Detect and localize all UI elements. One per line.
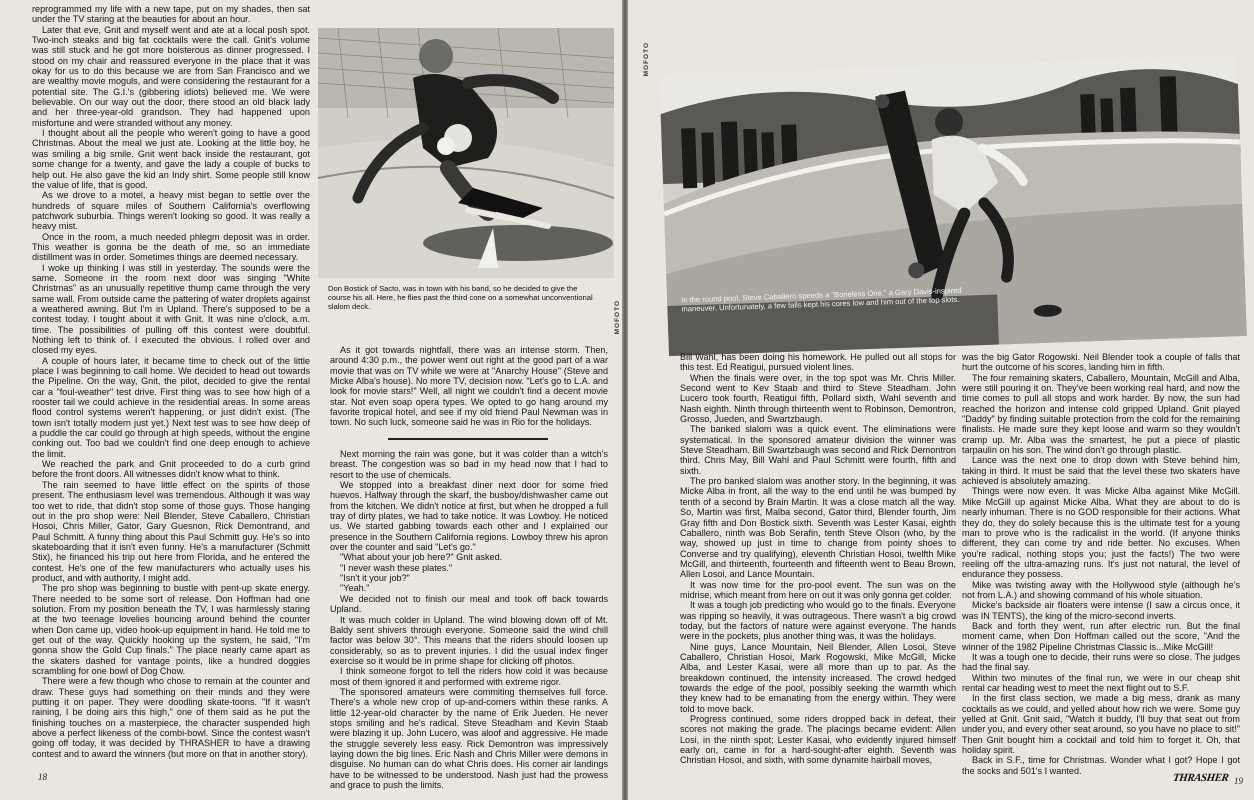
article-paragraph: Micke's backside air floaters were intense (I saw a circus once, it was IN TENTS), the king of the micro-second inverts. — [962, 600, 1240, 621]
article-paragraph: As we drove to a motel, a heavy mist began to settle over the hundreds of square miles of Southern California's overflowing patchwork suburbia. Things weren't looking so good. It was really a heavy mist. — [32, 190, 310, 232]
article-paragraph: Later that eve, Gnit and myself went and ate at a local posh spot. Two-inch steaks and big fat cocktails were the call. Gnit's volume was still stuck and he got more boisterous as dinner progressed. I stood on my chair and reassured everyone in the place that it was okay for us to do this because we are from San Francisco and we are wealthy movie moguls, and were considering the restaurant for a potential site. The G.I.'s (gibbering idiots) believed me. We were believable. On our way out the door, there stood an old black lady and her three-year-old grandson. They had happened upon misfortune and were stranded without any money. — [32, 24, 310, 128]
slalom-skater-image — [318, 28, 614, 278]
right-page-number: 19 — [1234, 776, 1243, 786]
article-paragraph: It was a tough job predicting who would go to the finals. Everyone was ripping so heavily, it was outrageous. There wasn't a big crowd today, but the factors of nature were against everyone. The hands were in the pockets, plus another thing was, it was the holidays. — [680, 600, 956, 642]
right-photo-caption: In the round pool, Steve Caballero speeds a "Boneless One," a Gary Davis-inspired maneuver. Unfortunately, a few falls kept his cores low and him out of the top slots. — [680, 285, 962, 314]
article-paragraph: As it got towards nightfall, there was an intense storm. Then, around 4:30 p.m., the power went out right at the good part of a war movie that was on TV while we were at "Anarchy House" (Steve and Micke Alba's house). No more TV, decision now. "Let's go to L.A. and look for movie stars!" Well, all night we couldn't find a decent movie star. Not even soap opera types. We opted to go hang around my favorite tropical hotel, and see if my old friend Paul Newman was in town. No such luck, someone said he was in Rio for the holidays. — [330, 345, 608, 428]
article-paragraph: Back and forth they went, run after electric run. But the final moment came, when Don Hoffman called out the score, "And the winner of the 1982 Pipeline Christmas Classic is...Mike McGill! — [962, 620, 1240, 652]
article-paragraph: It was a tough one to decide, their runs were so close. The judges had the final say. — [962, 651, 1240, 673]
article-paragraph: Back in S.F., time for Christmas. Wonder what I got? Hope I got the socks and 501's I wanted. — [962, 755, 1240, 776]
article-paragraph: Next morning the rain was gone, but it was colder than a witch's breast. The congestion was so bad in my head now that I had to resort to the use of chemicals. — [330, 449, 608, 480]
article-paragraph: I woke up thinking I was still in yesterday. The sounds were the same. Someone in the room next door was singing "White Christmas" as an unusually repetitive thump came through the very same wall. From outside came the pattering of water droplets against a weathered awning. But I'm in Upland. There's supposed to be a contest today. I tought about it with Gnit. It was nine o'clock, a.m. time. The possibilities of pulling off this contest were doubtful. Nothing left to think of. I executed the obvious. I rolled over and closed my eyes. — [32, 262, 310, 356]
slalom-photo — [318, 28, 614, 278]
left-page-number: 18 — [38, 772, 47, 782]
article-paragraph: It was now time for the pro-pool event. The sun was on the midrise, which meant from here on out it was only gonna get colder. — [680, 579, 956, 600]
article-paragraph: Things were now even. It was Micke Alba against Mike McGill. Mike McGill up against Micke Alba. What they are about to do is nearly inhuman. There is no GOD responsible for their actions. What they do, they do solely because this is the ultimate test for a young man to prove who is the radicalist in the world. (If anyone thinks different, they can come try and ride better. No excuses. When you're radical, nothing stops you; just the facts!) The two were reeling off the ultra-amazing runs. It's just not natural, the level of endurance they possess. — [962, 486, 1240, 580]
article-paragraph: The rain seemed to have little effect on the spirits of those present. The enthusiasm level was tremendous. Although it was way too wet to ride, that didn't stop some of those guys. Those hanging out in the pro shop were: Neil Blender, Steve Caballero, Christian Hosoi, Chris Miller, Gator, Gary Guesnon, Rick Demontrand, and Paul Schmitt. A funny thing about this Paul Schmitt guy. He's so into skateboarding that it isn't even funny. He's a manufacturer (Schmitt Stix), he financed his trip out here from Florida, and he entered the contest. He's one of the few manufacturers who actually uses his product, and with authority, I might add. — [32, 479, 310, 583]
article-paragraph: Progress continued, some riders dropped back in defeat, their scores not making the grade. The placings became evident: Allen Losi, in the ninth spot; Lester Kasai, who evidently injured himself early on, came in for a hard-sought-after eighth. Seventh was Christian Hosoi, and sixth, with some dynamite hairball moves, — [680, 714, 956, 766]
article-paragraph: Once in the room, a much needed phlegm deposit was in order. This weather is gonna be the death of me, so an immediate distillment was in order. Sometimes things are deemed necessary. — [32, 231, 310, 263]
article-paragraph: The four remaining skaters, Caballero, Mountain, McGill and Alba, were still pouring it on. They've been working real hard, and now the time comes to pull all stops and work harder. By now, the sun had reached the horizon and intense cold gripped Upland. Gnit played "Daddy" by finding suitable protection from the cold for the remaining finalists. He made sure they kept loose and warm so they wouldn't cramp up. Mr. Alba was the smartest, he put a piece of plastic tarpaulin on his son. The wind don't go through plastic. — [962, 372, 1240, 456]
article-paragraph: We reached the park and Gnit proceeded to do a curb grind before the front doors. All witnesses didn't know what to think. — [32, 459, 310, 480]
thrasher-logo: THRASHER — [1172, 772, 1230, 784]
article-paragraph: It was much colder in Upland. The wind blowing down off of Mt. Baldy sent shivers through everyone. Someone said the wind chill factor was below 30°. This means that the riders should loosen up considerably, so as to prevent injuries. I did the usual index finger exercise so it would be in prime shape for clicking off photos. — [330, 614, 608, 666]
article-paragraph: "Isn't it your job?" — [340, 573, 410, 584]
right-column-2 — [962, 352, 1240, 782]
right-photo-credit: MOFOTO — [643, 42, 650, 77]
article-paragraph: "Yeah." — [340, 583, 370, 594]
section-divider — [388, 438, 548, 440]
left-column-2-bottom — [330, 449, 608, 790]
article-paragraph: A couple of hours later, it became time to check out of the little place I was beginning to call home. We decided to head out towards the Pipeline. On the way, Gnit, the pilot, decided to give the rental car a "foul-weather" test drive. First thing was to see how high of a rooster tail we could achieve in the residential areas. In some areas flood control systems weren't happening, or just didn't exist. (The town isn't totally modern just yet.) Next test was to see how deep of a puddle the car could go through at high speeds, without the engine conking out. Too bad we couldn't find one deep enough to achieve the limit. — [32, 355, 310, 459]
article-paragraph: The pro banked slalom was another story. In the beginning, it was Micke Alba in front, all the way to the end until he was bumped by tenth of a second by Brain Martin. It was a close match all the way. So, Martin was first, Malba second, Gator third, Blender fourth, Jim Gray fifth and Don Bostick sixth. Seventh was Lester Kasai, eighth Caballero, ninth was Bob Serafin, tenth Steve Olson (who, by the way, showed up just in time to change from pointy shoes to Converse and try qualifying), eleventh Christian Hosoi, twelfth Mike McGill, and thirteenth, fourteenth and fifteenth went to Beau Brown, Allen Losoi, and Lance Mountain. — [680, 476, 956, 580]
article-paragraph: Lance was the next one to drop down with Steve behind him, taking in third. It must be said that the level these two skaters have achieved is absolutely amazing. — [962, 455, 1240, 487]
article-paragraph: "What about your job here?" Gnit asked. — [340, 552, 503, 563]
article-paragraph: The sponsored amateurs were commiting themselves full force. There's a whole new crop of up-and-comers within these ranks. A little 12-year-old character by the name of Erik Jueden. He never stops smiling and he's radical. Steve Steadham and Kevin Staab were blazing it up. John Lucero, was aloof and aggressive. He made the struggle severely less easy. Rick Demontron was impressively laying down the big lines. Eric Nash and Chris Miller were demons in disguise. No human can do what Chris does. His corner air landings have to be witnessed to be understood. Nash just had the prowess and grace to push the limits. — [330, 686, 608, 790]
article-paragraph: Mike was twisting away with the Hollywood style (although he's not from L.A.) and showing command of his whole situation. — [962, 579, 1240, 600]
article-paragraph: The pro shop was beginning to bustle with pent-up skate energy. There needed to be some sort of release. Don Hoffman had one solution. From my position beneath the TV, I was harmlessly staring at the two teenage lovelies bouncing around behind the counter when Don came up, video hook-up equipment in hand. He told me to get out of the way. Quickly hooking up the system, he said, "I'm gonna show the Gold Cup finals." The place nearly came apart as the skaters dashed for vantage points, like a hundred doggies scrambling for one bowl of Dog Chow. — [32, 583, 310, 676]
pool-photo — [659, 54, 1246, 356]
article-paragraph: "I never wash these plates." — [340, 562, 453, 573]
right-column-1 — [680, 352, 956, 782]
article-paragraph: reprogrammed my life with a new tape, put on my shades, then sat under the TV staring at the beauties for about an hour. — [32, 4, 310, 25]
article-paragraph: We decided not to finish our meal and took off back towards Upland. — [330, 593, 608, 615]
right-page — [628, 0, 1254, 800]
article-paragraph: Within two minutes of the final run, we were in our cheap shit rental car heading west to meet the next flight out to S.F. — [962, 672, 1240, 693]
left-column-1 — [32, 4, 310, 779]
article-paragraph: I think someone forgot to tell the riders how cold it was because most of them ignored it and performed with extreme rigor. — [330, 666, 608, 687]
article-paragraph: I thought about all the people who weren't going to have a good Christmas. About the meal we just ate. Looking at the little boy, he was smiling a big smile. Gnit went back inside the restaurant, got some change for a twenty, and gave the lady a couple of bucks to help out. He also gave the kid an Indy shirt. Some people still know the value of life, that is good. — [32, 128, 310, 190]
article-paragraph: There were a few though who chose to remain at the counter and draw. These guys had something on their minds and they were putting it on paper. They were doodling skate-toons. "If it wasn't raining, I be doing airs this high," one of them said as he put the finishing touches on a masterpiece, the character suspended high above a perfect likeness of the combi-bowl. Since the contest wasn't going off today, it was decided by THRASHER to have a drawing contest and to award the winners (but more on that in another story). — [32, 676, 310, 759]
left-photo-credit: MOFOTO — [614, 300, 621, 335]
left-column-2-top — [330, 345, 608, 439]
article-paragraph: We stopped into a breakfast diner next door for some fried huevos. Halfway through the skarf, the busboy/dishwasher came out from the kitchen. We didn't notice at first, but when he dropped a full tray of dirty plates, we had to take notice. It was Lowboy. He noticed us. We started gabbing towards each other and I explained our presence in the Southern California regions. Lowboy threw his apron over the counter and said "Let's go." — [330, 480, 608, 553]
article-paragraph: In the first class section, we made a big mess, drank as many cocktails as we could, and yelled about how rich we were. Some guy yelled at Gnit. Gnit said, "Watch it buddy, I'll buy that seat out from under you, and every other seat around, so you have no place to sit!" Then Gnit bought him a cocktail and told him to forget it. Oh, that holiday spirit. — [962, 693, 1240, 756]
left-page — [0, 0, 622, 800]
article-paragraph: was the big Gator Rogowski. Neil Blender took a couple of falls that hurt the outcome of his scores, landing him in fifth. — [962, 352, 1240, 373]
left-photo-caption: Don Bostick of Sacto, was in town with his band, so he decided to give the course his all. Here, he flies past the third cone on a somewhat unconventional slalom deck. — [328, 284, 593, 311]
article-paragraph: Bill Wahl, has been doing his homework. He pulled out all stops for this test. Ed Reatigui, pursued violent lines. — [680, 352, 956, 373]
article-paragraph: The banked slalom was a quick event. The eliminations were systematical. In the sponsored amateur division the winner was Steve Steadham. Bill Swartzbaugh was second and Rick Demontron third. Chris May, Bill Wahl and Paul Schmitt were fourth, fifth and sixth. — [680, 424, 956, 476]
article-paragraph: Nine guys, Lance Mountain, Neil Blender, Allen Losoi, Steve Caballero, Christian Hosoi, Mark Rogowski, Mike McGill, Micke Alba, and Lester Kasai, were all more than up to par. As the breakdown continued, the intensity increased. The crowd hedged towards the edge of the pool, possibly seeking the warmth which they knew had to be emanating from the energy within. They were told to move back. — [680, 641, 956, 714]
article-paragraph: When the finals were over, in the top spot was Mr. Chris Miller. Second went to Kev Staab and third to Steve Steadham. John Lucero took fourth, Reatigui fifth, Pollard sixth, Wahl seventh and Nash eighth. Ninth through thirteenth went to Robinson, Demontron, Grosso, Jueden, and Swartzbaugh. — [680, 372, 956, 425]
